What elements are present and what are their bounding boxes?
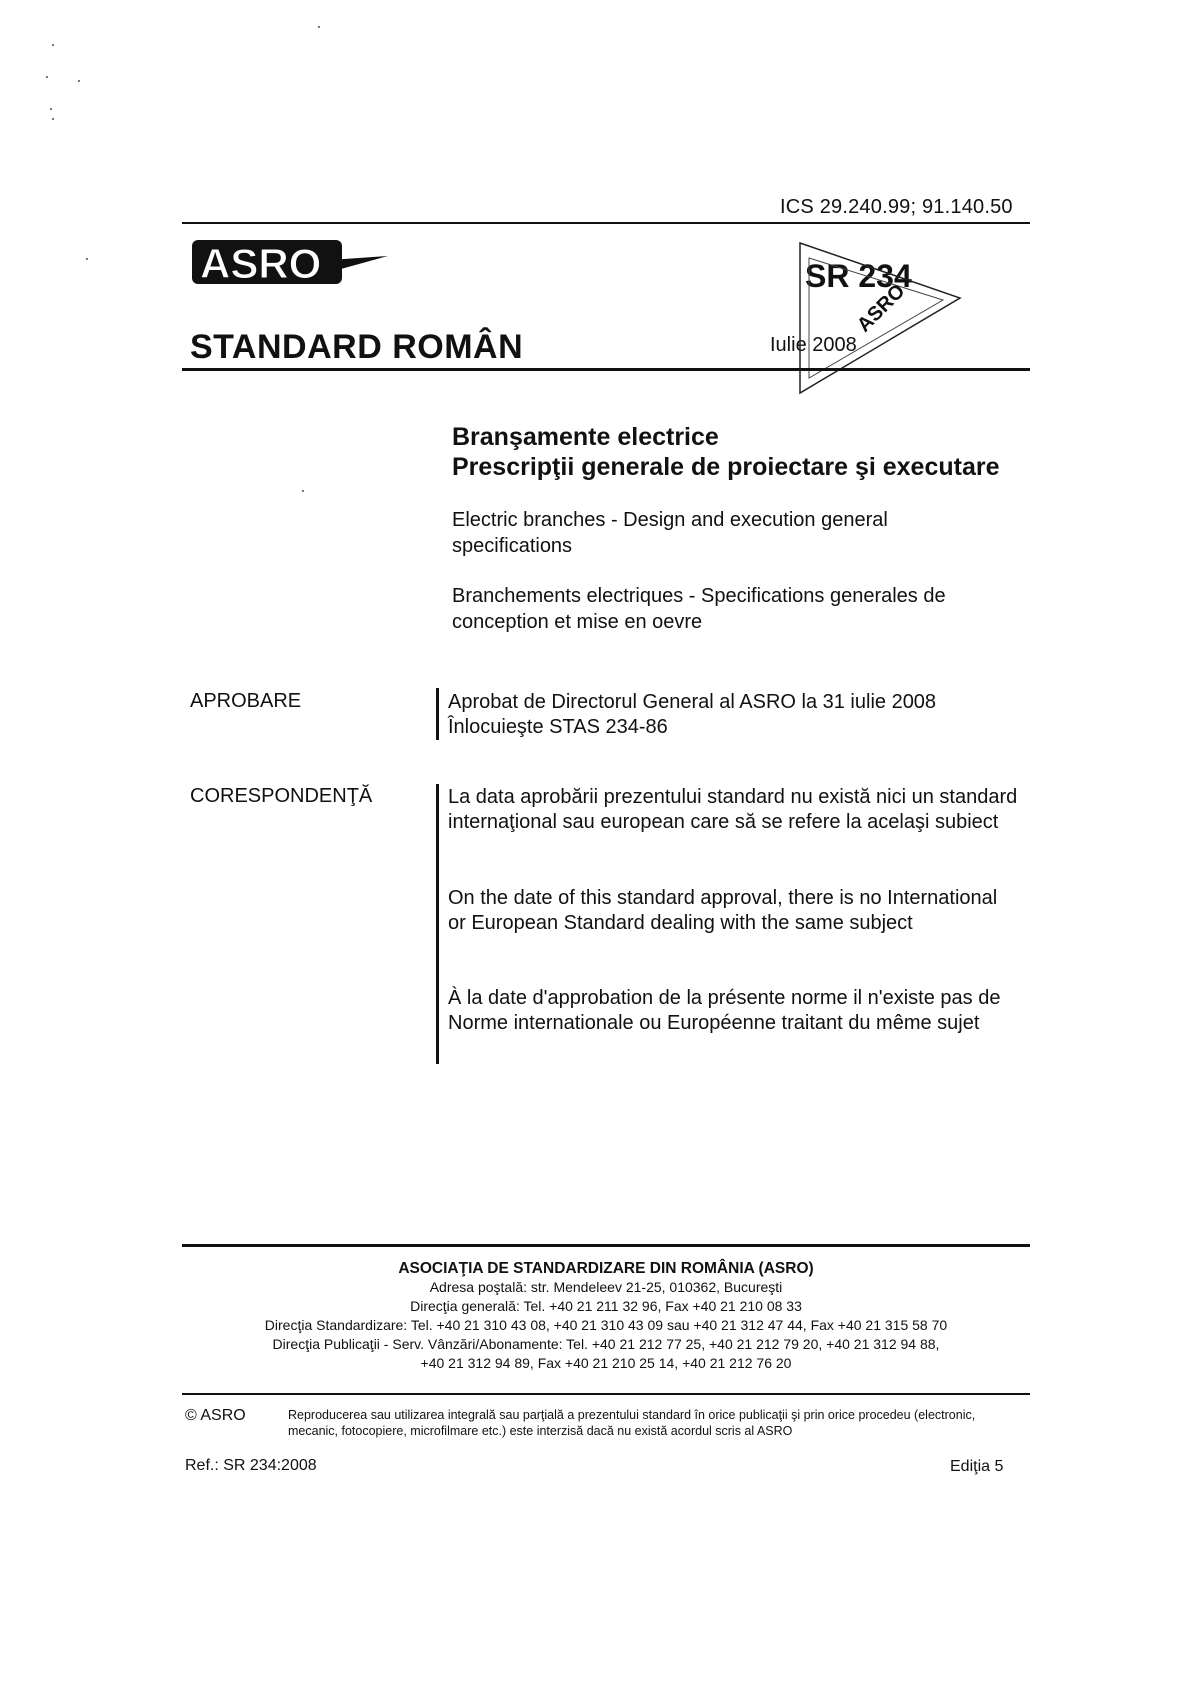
scan-speck bbox=[52, 44, 54, 46]
copyright-label: © ASRO bbox=[185, 1407, 246, 1424]
scan-speck bbox=[302, 490, 304, 492]
footer-mid-rule bbox=[182, 1393, 1030, 1395]
standard-date: Iulie 2008 bbox=[770, 334, 857, 356]
footer-publications2: +40 21 312 94 89, Fax +40 21 210 25 14, +40 21 212 76 20 bbox=[420, 1355, 792, 1371]
footer-org: ASOCIAŢIA DE STANDARDIZARE DIN ROMÂNIA (ASRO) bbox=[398, 1260, 814, 1277]
header-top-rule bbox=[182, 222, 1030, 224]
scan-speck bbox=[318, 26, 320, 28]
footer-general: Direcţia generală: Tel. +40 21 211 32 96, Fax +40 21 210 08 33 bbox=[410, 1298, 802, 1314]
correspondence-ro: La data aprobării prezentului standard nu există nici un standard internaţional sau european care să se refere la acelaşi subiect bbox=[448, 786, 1018, 833]
footer-standardization: Direcţia Standardizare: Tel. +40 21 310 43 08, +40 21 310 43 09 sau +40 21 312 47 44, Fax +40 21 315 58 70 bbox=[264, 1317, 948, 1333]
footer-top-rule bbox=[182, 1244, 1030, 1247]
scan-speck bbox=[46, 76, 48, 78]
approval-label: APROBARE bbox=[190, 690, 302, 712]
scan-speck bbox=[52, 118, 54, 120]
document-reference: Ref.: SR 234:2008 bbox=[185, 1457, 317, 1474]
title-fr: Branchements electriques - Specifications generales de conception et mise en oevre bbox=[452, 585, 946, 633]
svg-text:ASRO: ASRO bbox=[200, 240, 322, 287]
scan-speck bbox=[86, 258, 88, 260]
ics-code: ICS 29.240.99; 91.140.50 bbox=[780, 196, 1013, 218]
copyright-text: Reproducerea sau utilizarea integrală sau parţială a prezentului standard în orice publicaţii şi prin orice procedeu (electronic, mecanic, fotocopiere, microfilmare etc.) este interzisă dacă nu există acordul scris al ASRO bbox=[288, 1408, 976, 1438]
footer-contact bbox=[182, 1259, 1030, 1373]
scan-speck bbox=[78, 80, 80, 82]
edition-number: Ediţia 5 bbox=[950, 1458, 1004, 1475]
correspondence-bar bbox=[436, 784, 439, 1064]
approval-bar bbox=[436, 688, 439, 740]
title-en: Electric branches - Design and execution general specifications bbox=[452, 509, 888, 557]
approval-line1: Aprobat de Directorul General al ASRO la 31 iulie 2008 bbox=[448, 691, 937, 713]
header-bottom-rule bbox=[182, 368, 1030, 371]
title-ro-line1: Branşamente electrice bbox=[452, 423, 719, 451]
approval-line2: Înlocuieşte STAS 234-86 bbox=[448, 716, 668, 738]
correspondence-label: CORESPONDENŢĂ bbox=[190, 785, 373, 807]
correspondence-en: On the date of this standard approval, there is no International or European Standard dealing with the same subject bbox=[448, 887, 998, 934]
scan-speck bbox=[50, 108, 52, 110]
footer-address: Adresa poştală: str. Mendeleev 21-25, 010362, Bucureşti bbox=[429, 1279, 783, 1295]
standard-label: STANDARD ROMÂN bbox=[190, 328, 524, 366]
svg-text:ASRO: ASRO bbox=[852, 280, 910, 337]
correspondence-fr: À la date d'approbation de la présente norme il n'existe pas de Norme internationale ou Européenne traitant du même sujet bbox=[448, 987, 1001, 1034]
asro-stamp bbox=[795, 238, 965, 398]
standard-number: SR 234 bbox=[805, 258, 912, 294]
asro-logo bbox=[190, 236, 390, 296]
title-ro-line2: Prescripţii generale de proiectare şi executare bbox=[452, 453, 1000, 481]
footer-publications: Direcţia Publicaţii - Serv. Vânzări/Abonamente: Tel. +40 21 212 77 25, +40 21 212 79 20, +40 21 312 94 88, bbox=[272, 1336, 940, 1352]
